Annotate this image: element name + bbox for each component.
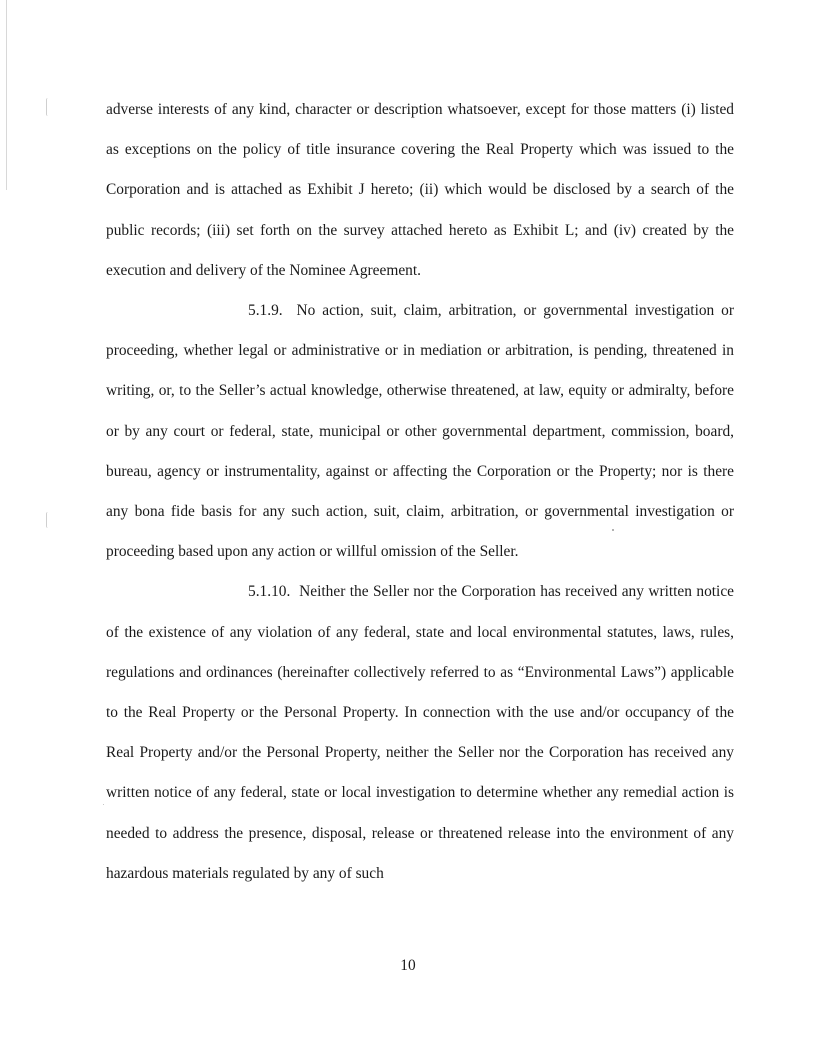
scan-edge-line (6, 0, 7, 190)
scan-speck (103, 804, 104, 805)
section-text: Neither the Seller nor the Corporation has received any written notice of the existence of any violation of any federal, state and local environmental statutes, laws, rules, regulations and ordinances (hereinafter collectively referred to as “Environmental Laws”) applicable to the Real Property or the Personal Property. In connection with the use and/or occupancy of the Real Property and/or the Personal Property, neither the Seller nor the Corporation has received any written notice of any federal, state or local investigation to determine whether any remedial action is needed to address the presence, disposal, release or threatened release into the environment of any hazardous materials regulated by any of such (106, 583, 734, 882)
margin-scan-mark (46, 512, 50, 528)
section-number: 5.1.10. (248, 583, 291, 601)
paragraph-section-5-1-9 (106, 291, 734, 572)
paragraph-section-5-1-10 (106, 572, 734, 894)
paragraph-continuation: adverse interests of any kind, character or description whatsoever, except for those matters (i) listed as exceptions on the policy of title insurance covering the Real Property which was issued to the Corporation and is attached as Exhibit J hereto; (ii) which would be disclosed by a search of the public records; (iii) set forth on the survey attached hereto as Exhibit L; and (iv) created by the execution and delivery of the Nominee Agreement. (106, 101, 734, 279)
document-body (106, 90, 734, 894)
section-number: 5.1.9. (248, 302, 283, 320)
section-text: No action, suit, claim, arbitration, or governmental investigation or proceeding, whether legal or administrative or in mediation or arbitration, is pending, threatened in writing, or, to the Seller’s actual knowledge, otherwise threatened, at law, equity or admiralty, before or by any court or federal, state, municipal or other governmental department, commission, board, bureau, agency or instrumentality, against or affecting the Corporation or the Property; nor is there any bona fide basis for any such action, suit, claim, arbitration, or governmental investigation or proceeding based upon any action or willful omission of the Seller. (106, 302, 734, 561)
margin-scan-mark (46, 98, 50, 116)
page-number: 10 (400, 957, 416, 974)
